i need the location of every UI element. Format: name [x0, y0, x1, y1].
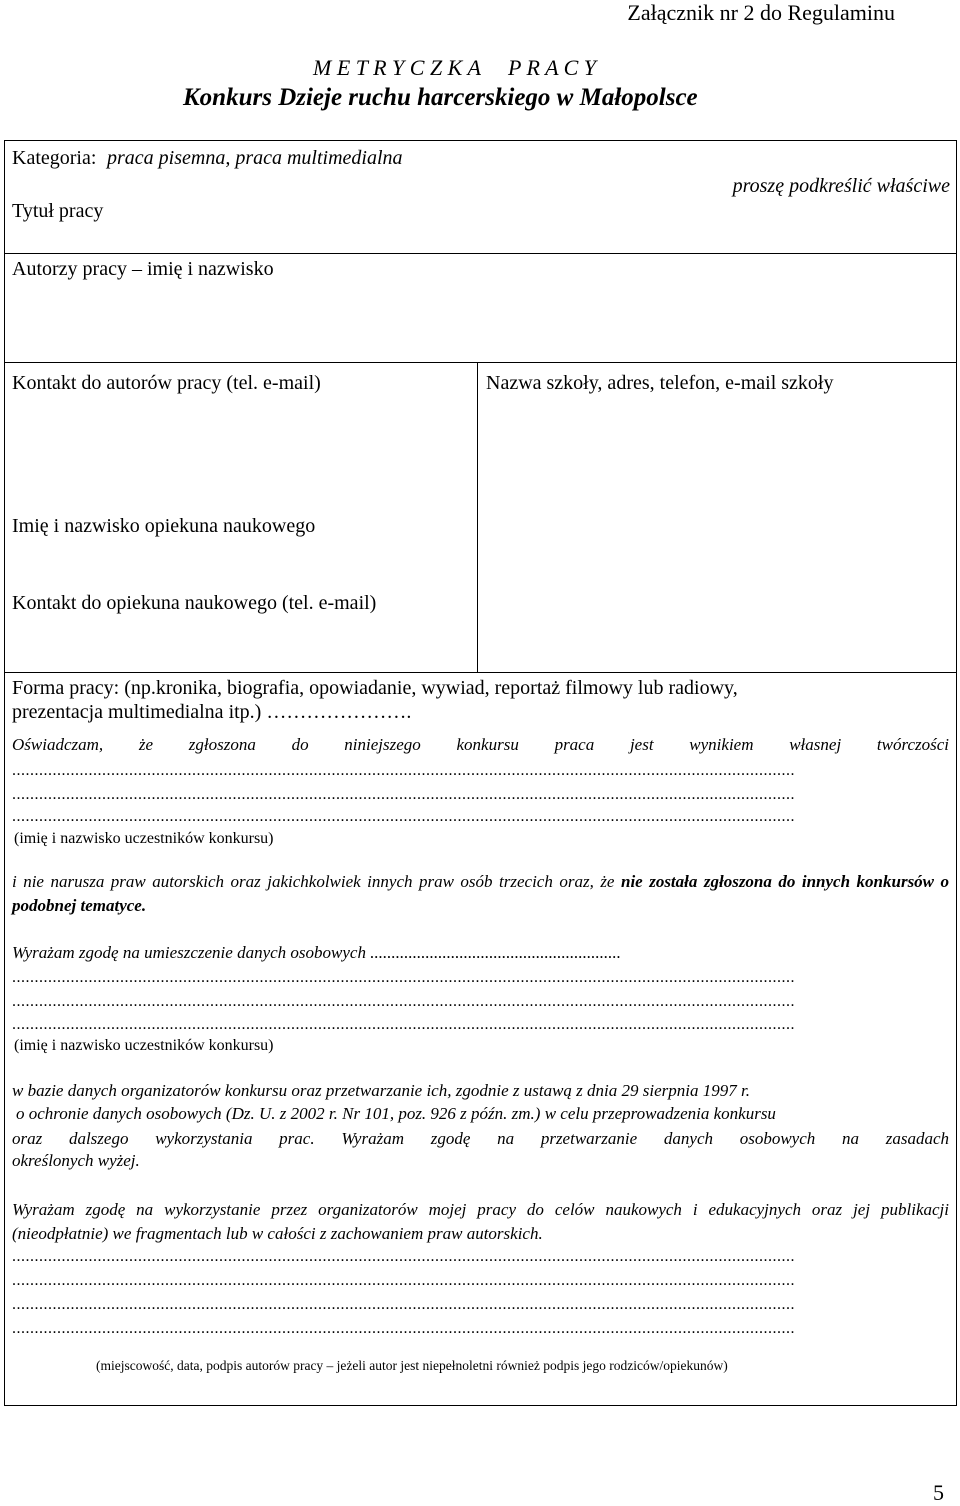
divider-title [4, 253, 956, 254]
divider-contact [4, 362, 956, 363]
category-options[interactable]: praca pisemna, praca multimedialna [107, 147, 403, 169]
divider-form [4, 672, 956, 673]
authors-contact-label[interactable]: Kontakt do autorów pracy (tel. e-mail) [12, 372, 321, 394]
dotted-line[interactable]: .............................................................................................................................................................................. [12, 1248, 795, 1265]
school-label[interactable]: Nazwa szkoły, adres, telefon, e-mail szkoły [486, 372, 834, 394]
annex-label: Załącznik nr 2 do Regulaminu [627, 0, 895, 25]
divider-vertical [477, 362, 478, 673]
data-consent-line1: w bazie danych organizatorów konkursu oraz przetwarzanie ich, zgodnie z ustawą z dnia 29 sierpnia 1997 r. [12, 1081, 750, 1100]
page-number: 5 [933, 1480, 944, 1505]
rights-statement [12, 870, 949, 918]
dotted-line[interactable]: .............................................................................................................................................................................. [12, 993, 795, 1010]
dotted-line[interactable]: .............................................................................................................................................................................. [12, 969, 795, 986]
originality-statement: Oświadczam, że zgłoszona do niniejszego konkursu praca jest wynikiem własnej twórczości [12, 735, 949, 754]
signature-note: (miejscowość, data, podpis autorów pracy – jeżeli autor jest niepełnoletni również podpis jego rodziców/opiekunów) [96, 1358, 728, 1373]
data-consent-line2: o ochronie danych osobowych (Dz. U. z 2002 r. Nr 101, poz. 926 z późn. zm.) w celu przeprowadzenia konkursu [16, 1104, 776, 1123]
work-form-label[interactable]: Forma pracy: (np.kronika, biografia, opowiadanie, wywiad, reportaż filmowy lub radiowy, [12, 677, 738, 699]
data-consent-line3: oraz dalszego wykorzystania prac. Wyrażam zgodę na przetwarzanie danych osobowych na zasadach [12, 1129, 949, 1148]
dotted-line[interactable]: .............................................................................................................................................................................. [12, 762, 795, 779]
data-consent-line4: określonych wyżej. [12, 1151, 140, 1170]
rights-statement-emphasis: nie została zgłoszona do innych konkursów o podobnej tematyce. [12, 872, 950, 915]
dotted-line[interactable]: .............................................................................................................................................................................. [12, 1272, 795, 1289]
dotted-line[interactable]: .............................................................................................................................................................................. [12, 808, 795, 825]
contest-name: Konkurs Dzieje ruchu harcerskiego w Małopolsce [183, 84, 698, 111]
publication-consent: Wyrażam zgodę na wykorzystanie przez organizatorów mojej pracy do celów naukowych i edukacyjnych oraz jej publikacji (nieodpłatnie) we fragmentach lub w całości z zachowaniem praw autorskich. [12, 1200, 949, 1243]
data-consent-intro: Wyrażam zgodę na umieszczenie danych osobowych ........................................................... [12, 943, 621, 962]
document-title: M E T R Y C Z K A P R A C Y [313, 55, 597, 80]
title-label[interactable]: Tytuł pracy [12, 200, 104, 222]
dotted-line[interactable]: .............................................................................................................................................................................. [12, 1320, 795, 1337]
supervisor-label[interactable]: Imię i nazwisko opiekuna naukowego [12, 515, 316, 537]
dotted-line[interactable]: .............................................................................................................................................................................. [12, 1296, 795, 1313]
dotted-line[interactable]: .............................................................................................................................................................................. [12, 1016, 795, 1033]
supervisor-contact-label[interactable]: Kontakt do opiekuna naukowego (tel. e-mail) [12, 592, 377, 614]
underline-hint: proszę podkreślić właściwe [732, 175, 950, 197]
category-label: Kategoria: [12, 147, 97, 169]
participants-note: (imię i nazwisko uczestników konkursu) [14, 1037, 274, 1054]
dotted-line[interactable]: .............................................................................................................................................................................. [12, 786, 795, 803]
authors-label[interactable]: Autorzy pracy – imię i nazwisko [12, 258, 274, 280]
rights-statement-text: i nie narusza praw autorskich oraz jakichkolwiek innych praw osób trzecich oraz, że [12, 872, 615, 891]
participants-note: (imię i nazwisko uczestników konkursu) [14, 830, 274, 847]
work-form-examples: prezentacja multimedialna itp.) …………………. [12, 701, 412, 723]
